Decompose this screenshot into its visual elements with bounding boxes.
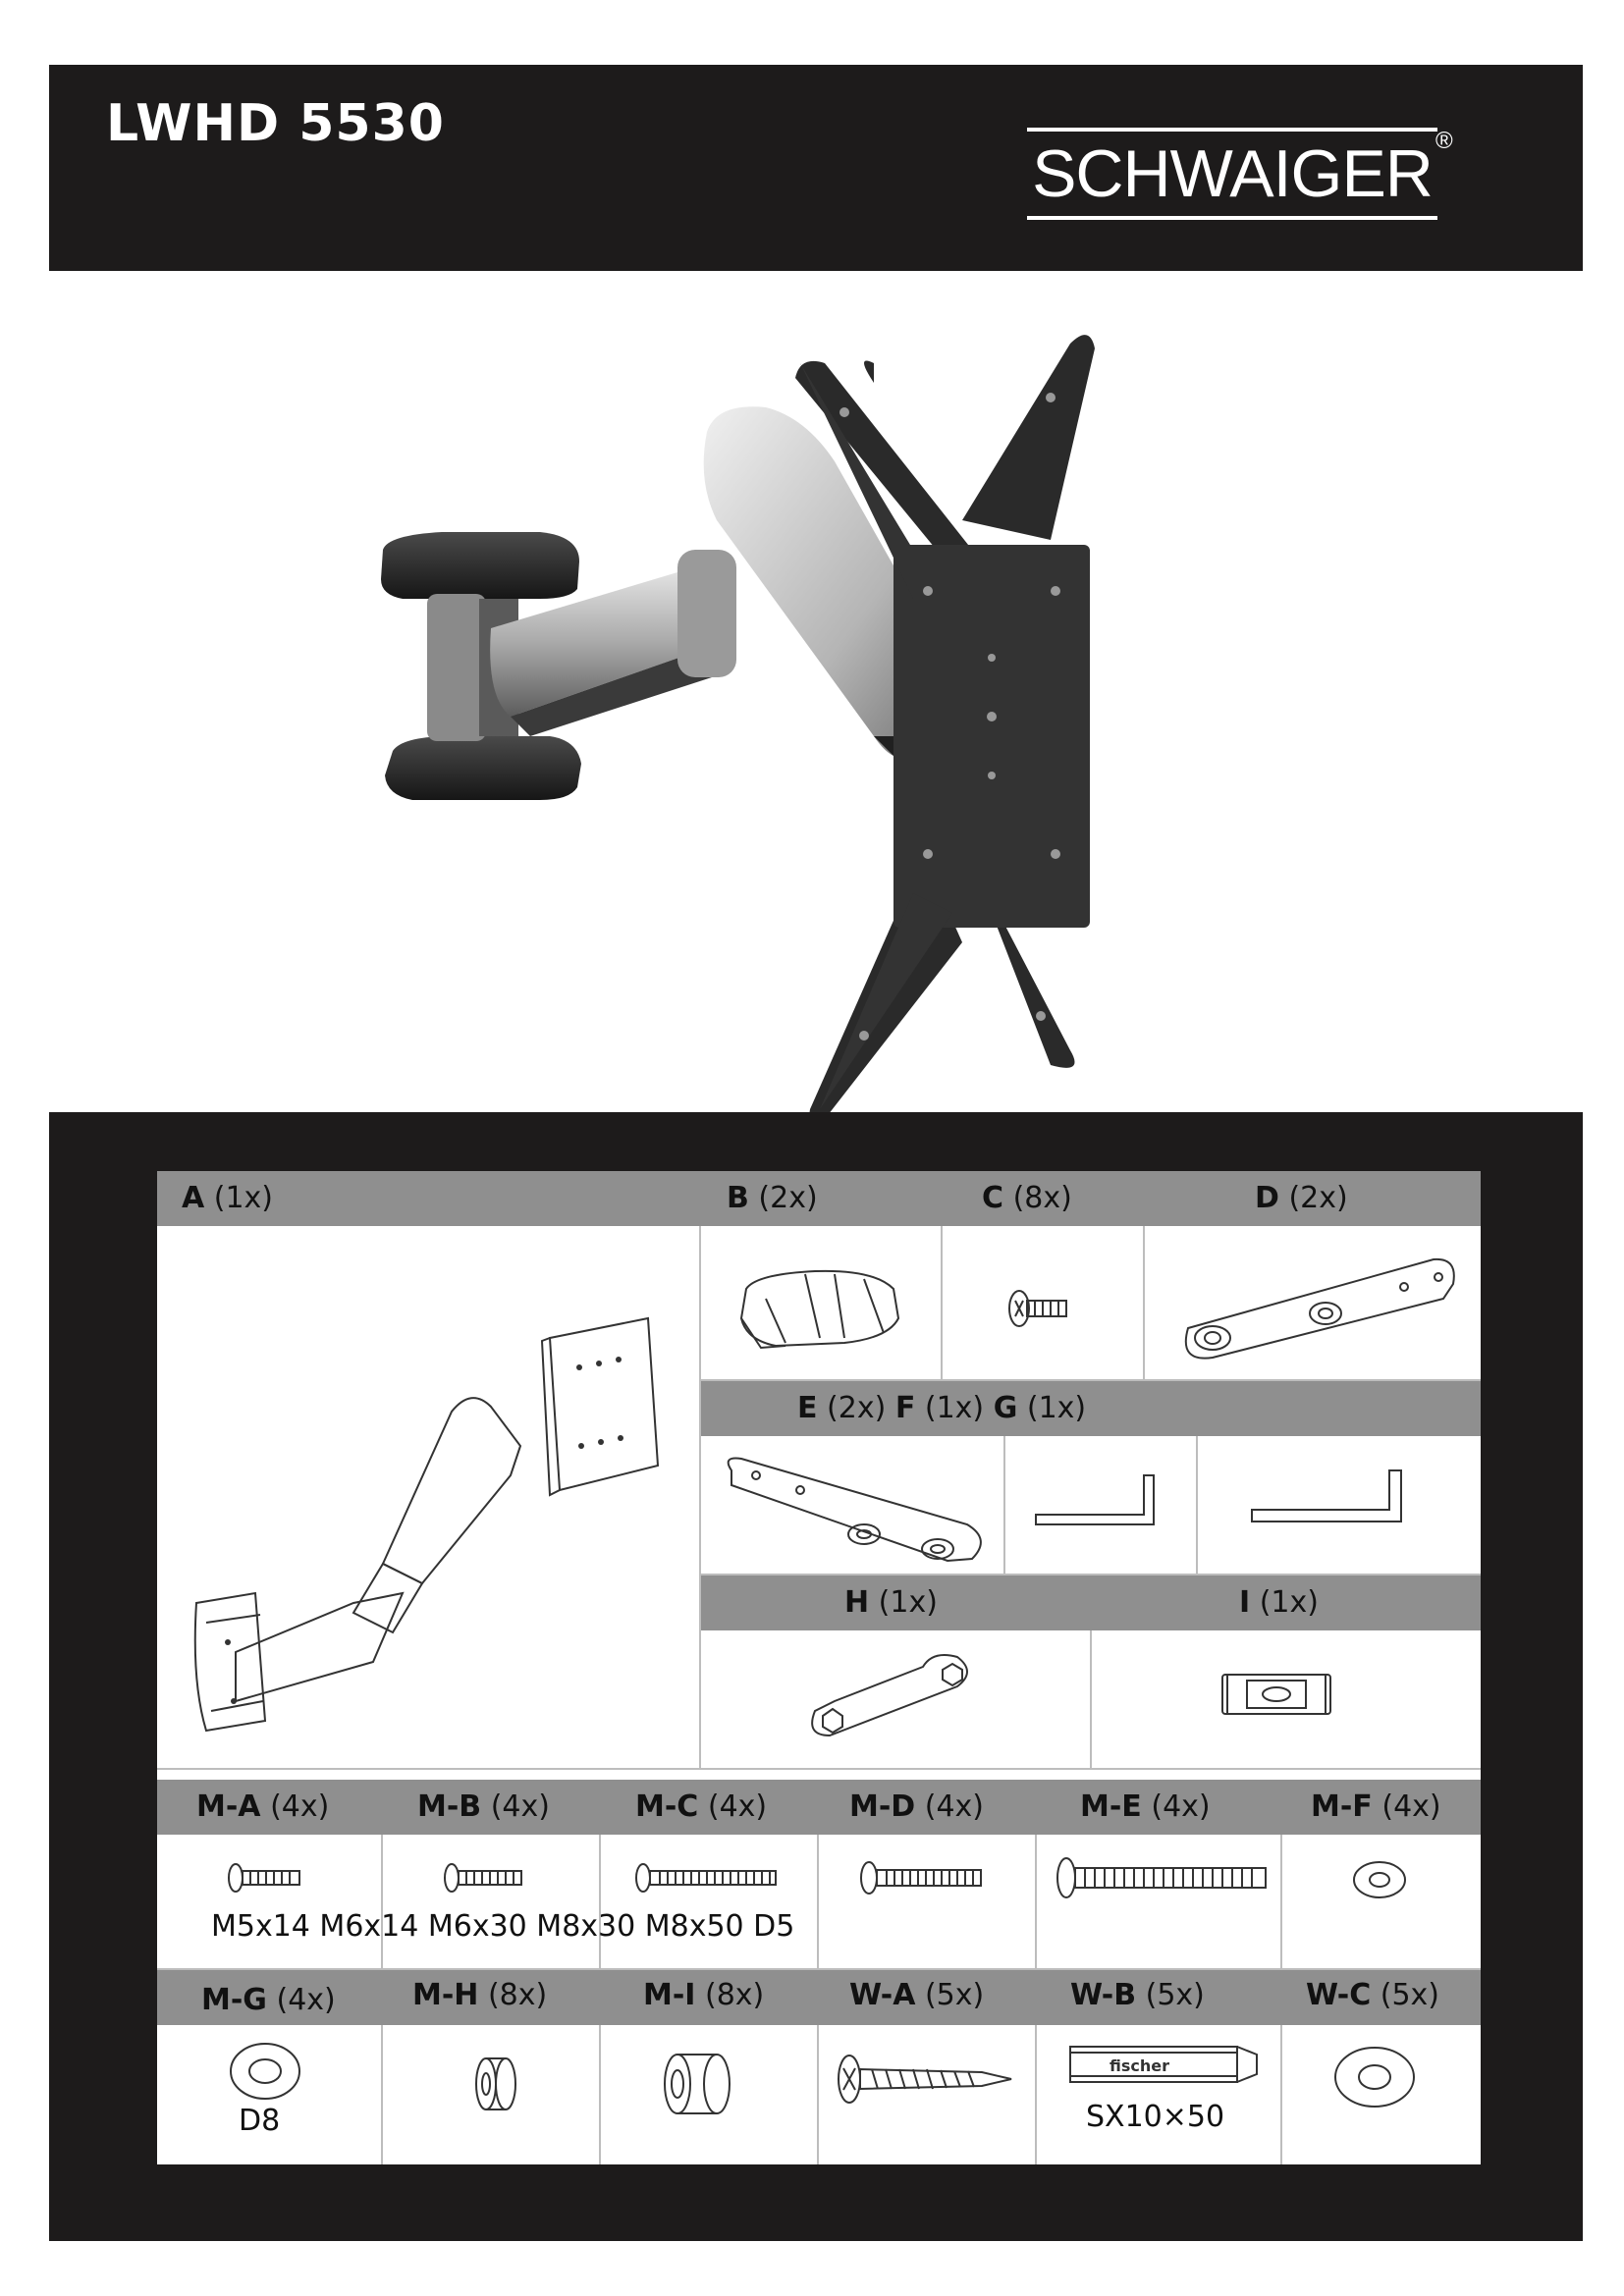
part-I-label: I (1x): [1239, 1585, 1319, 1620]
divider: [1280, 2025, 1282, 2164]
part-MH-label: M-H (8x): [412, 1978, 548, 2012]
logo-bottom-rule: [1027, 216, 1437, 220]
part-WC-drawing: [1330, 2043, 1419, 2111]
part-MI-label: M-I (8x): [643, 1978, 765, 2012]
divider: [599, 2025, 601, 2164]
part-ME-label: M-E (4x): [1080, 1789, 1211, 1824]
part-WA-drawing: [835, 2045, 1021, 2113]
part-WB-drawing: [1065, 2035, 1262, 2094]
brand-name: SCHWAIGER: [1032, 136, 1433, 211]
divider: [599, 1835, 601, 1968]
part-WA-label: W-A (5x): [849, 1978, 985, 2012]
part-H-label: H (1x): [844, 1585, 938, 1620]
parts-header-row-3: [701, 1575, 1481, 1630]
part-MG-label: M-G (4x): [201, 1983, 336, 2017]
registered-mark: ®: [1435, 128, 1453, 154]
divider: [1280, 1835, 1282, 1968]
hardware-header-row-1: [157, 1780, 1481, 1835]
divider: [817, 2025, 819, 2164]
part-WC-label: W-C (5x): [1306, 1978, 1440, 2012]
part-D-label: D (2x): [1255, 1181, 1348, 1215]
part-A-drawing: [177, 1308, 687, 1740]
divider: [1090, 1630, 1092, 1770]
part-WB-label: W-B (5x): [1070, 1978, 1205, 2012]
part-MB-drawing: [442, 1858, 530, 1897]
part-WB-size: SX10×50: [1086, 2100, 1225, 2134]
part-G-drawing: [1247, 1466, 1424, 1534]
part-H-drawing: [795, 1642, 982, 1750]
divider: [817, 1835, 819, 1968]
divider: [381, 2025, 383, 2164]
divider: [1035, 1835, 1037, 1968]
part-D-drawing: [1168, 1240, 1463, 1367]
part-C-drawing: [1001, 1279, 1080, 1338]
part-MI-drawing: [658, 2045, 736, 2123]
part-MC-drawing: [633, 1858, 781, 1897]
part-MG-size: D8: [239, 2104, 281, 2138]
model-number: LWHD 5530: [106, 94, 445, 153]
part-F-drawing: [1031, 1470, 1168, 1539]
part-I-drawing: [1218, 1667, 1335, 1726]
product-photo: [363, 304, 1296, 1148]
part-MF-drawing: [1350, 1858, 1409, 1901]
divider: [941, 1226, 943, 1381]
brand-logo: [1027, 128, 1439, 226]
part-MD-drawing: [859, 1856, 987, 1899]
part-MG-drawing: [226, 2040, 304, 2103]
part-B-label: B (2x): [727, 1181, 818, 1215]
part-A-label: A (1x): [182, 1181, 274, 1215]
divider: [1003, 1436, 1005, 1575]
dowel-brand-text: fischer: [1110, 2056, 1169, 2075]
logo-top-rule: [1027, 128, 1437, 132]
part-MA-drawing: [226, 1858, 304, 1897]
divider: [157, 1768, 1481, 1770]
part-MD-label: M-D (4x): [849, 1789, 985, 1824]
parts-table: [157, 1171, 1481, 2164]
part-MH-drawing: [471, 2050, 520, 2118]
divider: [381, 1835, 383, 1968]
part-MB-label: M-B (4x): [417, 1789, 550, 1824]
divider: [1035, 2025, 1037, 2164]
part-MF-label: M-F (4x): [1311, 1789, 1441, 1824]
part-MA-label: M-A (4x): [196, 1789, 330, 1824]
part-MC-label: M-C (4x): [635, 1789, 768, 1824]
hardware-size-labels: M5x14 M6x14 M6x30 M8x30 M8x50 D5: [211, 1909, 795, 1944]
hardware-header-row-2: [157, 1970, 1481, 2025]
part-ME-drawing: [1056, 1852, 1272, 1903]
part-C-label: C (8x): [982, 1181, 1072, 1215]
part-EFG-label: E (2x) F (1x) G (1x): [797, 1391, 1087, 1425]
divider: [1143, 1226, 1145, 1381]
divider: [1196, 1436, 1198, 1575]
divider: [699, 1226, 701, 1770]
part-B-drawing: [727, 1259, 923, 1367]
part-E-drawing: [712, 1451, 997, 1569]
